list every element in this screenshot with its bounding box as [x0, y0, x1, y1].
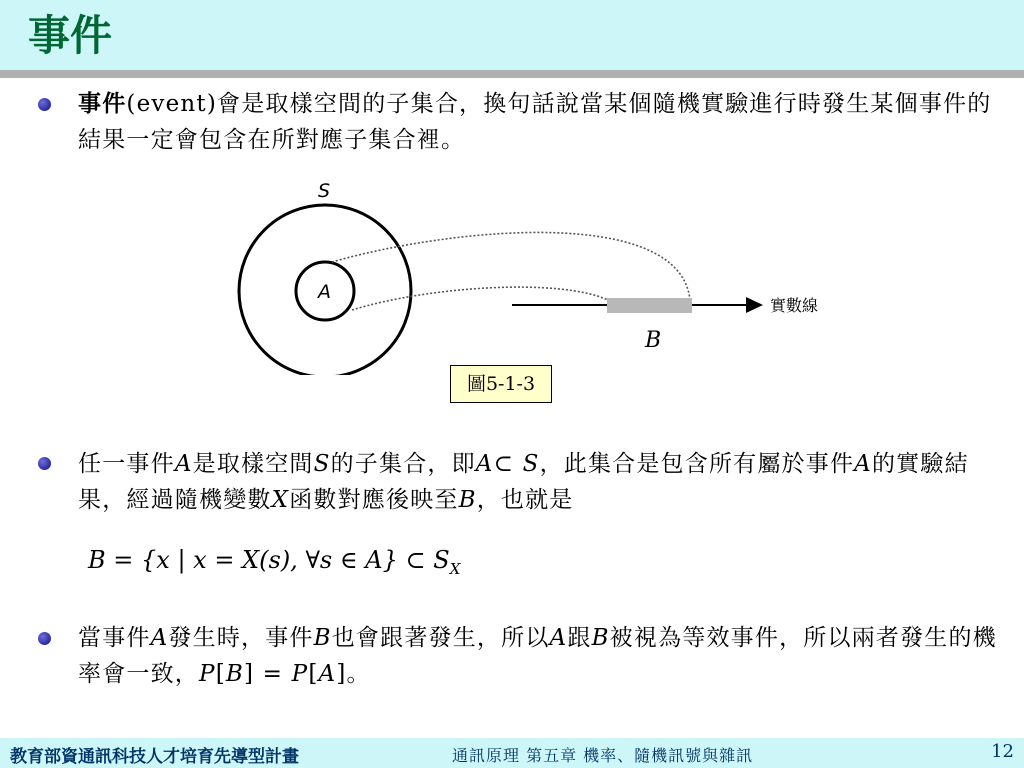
bullet-paragraph-1: [78, 86, 1013, 158]
text-run: 任一事件: [78, 451, 175, 477]
formula-main: B = {x | x = X(s), ∀s ∈ A} ⊂ S: [88, 546, 450, 574]
math-var: P: [291, 661, 309, 687]
text-run: ⊂: [493, 451, 523, 477]
page-number: 12: [991, 741, 1014, 762]
math-var: P: [199, 661, 216, 687]
mapping-curve-upper: [332, 232, 690, 300]
text-run: 也會跟著發生，所以: [331, 625, 550, 651]
slide-footer: [0, 738, 1024, 768]
bullet-1-text: (event)會是取樣空間的子集合，換句話說當某個隨機實驗進行時發生某個事件的結果一定會包含在所對應子集合裡。: [78, 91, 992, 153]
text-run: 跟: [567, 625, 592, 651]
text-run: 函數對應後映至: [289, 487, 459, 513]
math-var: A: [150, 625, 169, 651]
bullet-paragraph-3: [78, 620, 1013, 692]
arrow-head-icon: [746, 297, 763, 313]
math-var: A: [174, 451, 193, 477]
text-run: ] =: [243, 661, 292, 687]
math-var: B: [458, 487, 477, 513]
text-run: 發生時，事件: [168, 625, 314, 651]
figure-caption: 圖5-1-3: [450, 365, 552, 403]
math-var: B: [313, 625, 332, 651]
mapping-curve-lower: [352, 287, 608, 310]
math-var: A: [854, 451, 872, 477]
text-run: 當事件: [78, 625, 151, 651]
real-line-label: 實數線: [770, 296, 819, 315]
math-var: A: [549, 625, 568, 651]
bullet-icon: [38, 98, 51, 111]
mapping-formula: [88, 543, 460, 586]
text-run: 的實驗結果，經過隨機變數: [78, 451, 969, 513]
math-var: X: [271, 487, 290, 513]
segment-b-label: B: [645, 328, 662, 353]
math-var: B: [591, 625, 610, 651]
formula-subscript: X: [449, 559, 461, 578]
text-run: 的子集合，即: [330, 451, 476, 477]
bullet-icon: [38, 632, 51, 645]
math-var: A: [475, 451, 494, 477]
text-run: 被視為等效事件，所以兩者發生的機率會一致，: [78, 625, 997, 687]
text-run: [: [215, 661, 226, 687]
segment-b: [607, 298, 692, 313]
bullet-icon: [38, 457, 51, 470]
math-var: S: [522, 451, 540, 477]
text-run: ]。: [336, 661, 371, 687]
math-var: B: [225, 661, 244, 687]
text-run: ，此集合是包含所有屬於事件: [539, 451, 855, 477]
header-divider: [0, 70, 1024, 78]
bullet-paragraph-2: [78, 446, 1013, 518]
slide-header: [0, 0, 1024, 70]
math-var: A: [318, 661, 337, 687]
text-run: ，也就是: [476, 487, 574, 513]
math-var: S: [313, 451, 331, 477]
text-run: 是取樣空間: [192, 451, 314, 477]
slide-title: 事件: [28, 11, 113, 60]
event-mapping-figure: [0, 175, 1024, 375]
term-event: 事件: [78, 90, 127, 117]
text-run: [: [308, 661, 319, 687]
event-a-label: A: [318, 281, 331, 303]
footer-course-title: 通訊原理 第五章 機率、隨機訊號與雜訊: [452, 746, 754, 765]
sample-space-label: S: [318, 180, 331, 202]
footer-program-name: 教育部資通訊科技人才培育先導型計畫: [10, 747, 299, 767]
